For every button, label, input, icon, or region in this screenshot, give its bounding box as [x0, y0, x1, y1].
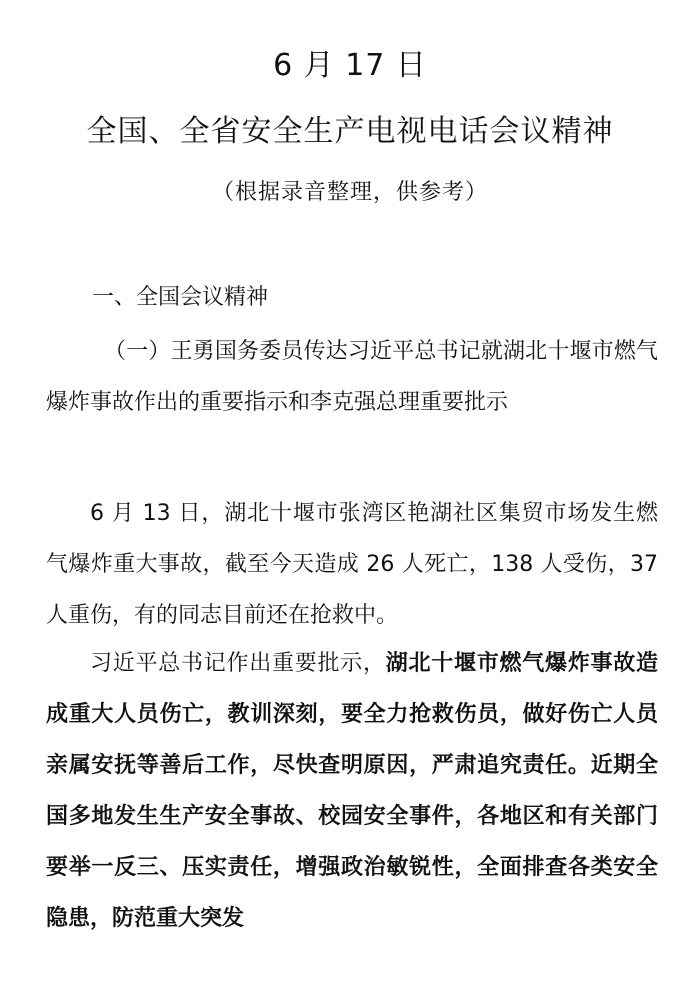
section-heading: 一、全国会议精神: [92, 285, 269, 310]
paragraph-instruction-intro: 习近平总书记作出重要批示，: [90, 651, 386, 676]
document-subtitle: （根据录音整理，供参考）: [211, 180, 488, 205]
paragraph-incident: 6 月 13 日，湖北十堰市张湾区艳湖社区集贸市场发生燃气爆炸重大事故，截至今天造成 26 人死亡，138 人受伤，37 人重伤，有的同志目前还在抢救中。: [46, 501, 658, 628]
paragraph-subheading: （一）王勇国务委员传达习近平总书记就湖北十堰市燃气爆炸事故作出的重要指示和李克强总理重要批示: [46, 339, 658, 415]
paragraph-instruction-bold: 湖北十堰市燃气爆炸事故造成重大人员伤亡，教训深刻，要全力抢救伤员，做好伤亡人员亲属安抚等善后工作，尽快查明原因，严肃追究责任。近期全国多地发生生产安全事故、校园安全事件，各地区和有关部门要举一反三、压实责任，增强政治敏锐性，全面排查各类安全隐患，防范重大突发: [46, 651, 658, 931]
document-title: 全国、全省安全生产电视电话会议精神: [86, 114, 614, 149]
paragraph-instruction: [46, 638, 658, 944]
document-date: 6 月 17 日: [273, 48, 427, 83]
